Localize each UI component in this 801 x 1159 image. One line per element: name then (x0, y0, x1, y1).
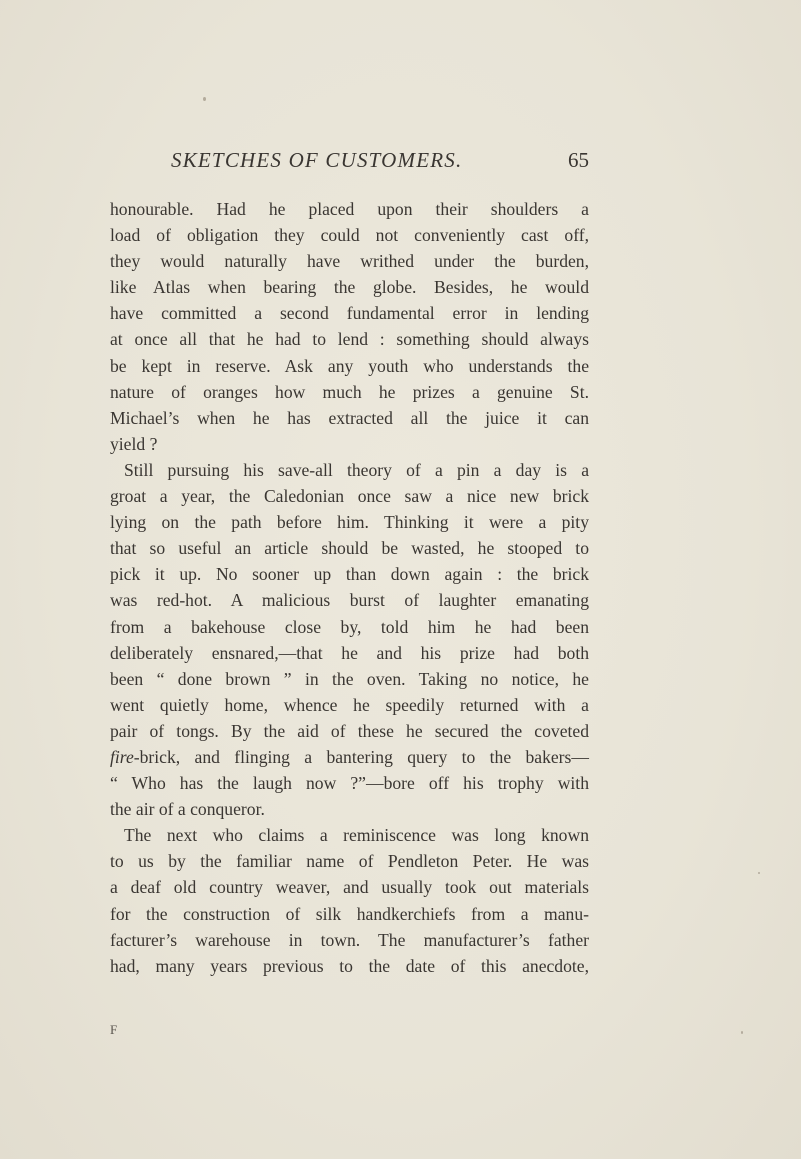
text-line: a deaf old country weaver, and usually took out materials (110, 877, 589, 898)
paragraph-end-line: yield ? (110, 433, 158, 454)
text-line: pick it up. No sooner up than down again : the brick (110, 564, 589, 585)
text-line: nature of oranges how much he prizes a genuine St. (110, 381, 589, 402)
signature-mark: F (110, 1022, 118, 1037)
text-line: was red-hot. A malicious burst of laughter emanating (110, 590, 589, 611)
text-line: for the construction of silk handkerchiefs from a manu- (110, 903, 589, 924)
paper-speck (741, 1031, 743, 1034)
paper-speck (758, 872, 760, 874)
paragraph-start-line: The next who claims a reminiscence was long known (124, 825, 589, 846)
text-line-with-italic (110, 744, 589, 770)
text-line: they would naturally have writhed under the burden, (110, 251, 589, 272)
text-line: honourable. Had he placed upon their shoulders a (110, 199, 589, 219)
text-line: be kept in reserve. Ask any youth who understands the (110, 355, 589, 376)
text-line: that so useful an article should be wasted, he stooped to (110, 538, 589, 559)
running-title: SKETCHES OF CUSTOMERS. (171, 148, 463, 172)
text-line: facturer’s warehouse in town. The manufacturer’s father (110, 929, 589, 950)
text-line: like Atlas when bearing the globe. Besides, he would (110, 277, 589, 298)
text-line: from a bakehouse close by, told him he had been (110, 616, 589, 637)
paragraph-end-line: the air of a conqueror. (110, 799, 265, 820)
text-line: deliberately ensnared,—that he and his prize had both (110, 642, 589, 663)
text-line: have committed a second fundamental error in lending (110, 303, 589, 324)
text-line: went quietly home, whence he speedily returned with a (110, 694, 589, 715)
text-line: been “ done brown ” in the oven. Taking no notice, he (110, 668, 589, 689)
text-line: to us by the familiar name of Pendleton Peter. He was (110, 851, 589, 872)
text-line-rest: -brick, and flinging a bantering query to the bakers— (133, 746, 589, 767)
text-line: at once all that he had to lend : something should always (110, 329, 589, 350)
page-number: 65 (568, 148, 589, 172)
text-line: load of obligation they could not conveniently cast off, (110, 225, 589, 246)
text-line: groat a year, the Caledonian once saw a nice new brick (110, 486, 589, 507)
body-text (110, 196, 589, 979)
text-line: lying on the path before him. Thinking it were a pity (110, 512, 589, 533)
text-line: Michael’s when he has extracted all the juice it can (110, 407, 589, 428)
text-line: pair of tongs. By the aid of these he secured the coveted (110, 720, 589, 741)
text-line: “ Who has the laugh now ?”—bore off his trophy with (110, 773, 589, 794)
paragraph-start-line: Still pursuing his save-all theory of a pin a day is a (124, 459, 589, 480)
running-head (171, 148, 589, 178)
paper-speck (203, 97, 206, 101)
text-line: had, many years previous to the date of this anecdote, (110, 955, 589, 976)
italic-word: fire (110, 746, 134, 767)
